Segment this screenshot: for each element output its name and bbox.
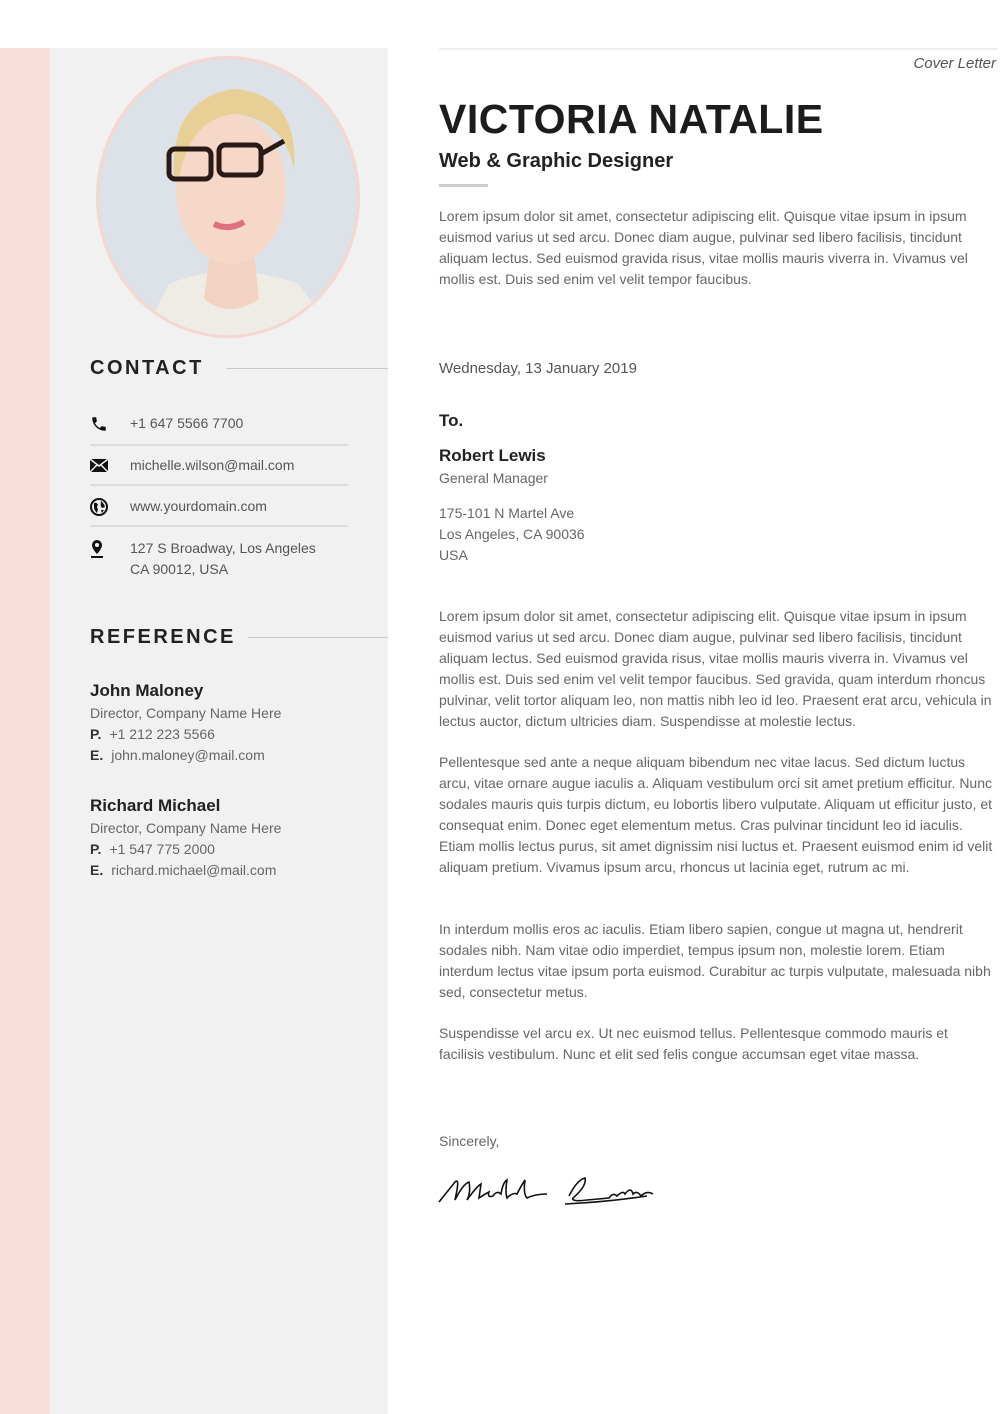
contact-phone <box>90 413 348 434</box>
address-line: 175-101 N Martel Ave <box>439 505 575 521</box>
address-line-2: CA 90012, USA <box>130 561 229 577</box>
location-pin-icon <box>90 538 130 559</box>
recipient-title: General Manager <box>439 470 548 486</box>
divider <box>90 444 348 446</box>
phone-label: P. <box>90 841 102 857</box>
website-text[interactable]: www.yourdomain.com <box>130 498 267 514</box>
reference-phone: +1 212 223 5566 <box>109 726 215 742</box>
reference-email[interactable]: john.maloney@mail.com <box>111 747 265 763</box>
recipient-address <box>439 503 995 566</box>
address-line: USA <box>439 547 468 563</box>
title-underline <box>439 184 488 187</box>
letter-date: Wednesday, 13 January 2019 <box>439 360 637 377</box>
job-title: Web & Graphic Designer <box>439 150 674 172</box>
email-label: E. <box>90 862 104 878</box>
reference-heading-line <box>248 637 388 638</box>
reference-item <box>90 679 281 766</box>
reference-email[interactable]: richard.michael@mail.com <box>111 862 277 878</box>
email-text[interactable]: michelle.wilson@mail.com <box>130 457 295 473</box>
contact-website <box>90 496 348 517</box>
accent-strip <box>0 48 50 1414</box>
divider <box>90 525 348 527</box>
divider <box>90 484 348 486</box>
letter-paragraph: Suspendisse vel arcu ex. Ut nec euismod tellus. Pellentesque commodo mauris et facilisis vestibulum. Nunc et elit sed felis congue accumsan eget vitae massa. <box>439 1025 948 1062</box>
contact-email <box>90 455 348 476</box>
reference-phone: +1 547 775 2000 <box>109 841 215 857</box>
contact-heading: CONTACT <box>90 357 204 379</box>
reference-heading: REFERENCE <box>90 626 236 648</box>
applicant-name: VICTORIA NATALIE <box>439 96 824 142</box>
letter-paragraph: In interdum mollis eros ac iaculis. Etiam libero sapien, congue ut magna ut, hendrerit sodales nibh. Nam vitae odio imperdiet, tempus ipsum non, molestie lorem. Etiam interdum lectus vitae ipsum porta euismod. Curabitur ac turpis vulputate, malesuada nibh sed, consectetur metus. <box>439 921 991 1000</box>
address-line-1: 127 S Broadway, Los Angeles <box>130 540 316 556</box>
contact-heading-line <box>227 368 388 369</box>
doc-type-label: Cover Letter <box>913 55 996 72</box>
intro-paragraph: Lorem ipsum dolor sit amet, consectetur adipiscing elit. Quisque vitae ipsum in ipsum euismod varius ut sed arcu. Donec diam augue, pulvinar sed libero facilisis, tincidunt aliquam lectus. Sed euismod gravida risus, vitae mollis mauris viverra in. Vivamus vel mollis est. Duis sed enim vel velit tempor faucibus. <box>439 208 968 287</box>
contact-address <box>90 538 348 580</box>
reference-role: Director, Company Name Here <box>90 705 282 721</box>
letter-paragraph: Pellentesque sed ante a neque aliquam bibendum nec vitae lacus. Sed dictum luctus arcu, vitae ornare augue iaculis a. Aliquam vestibulum orci sit amet pretium efficitur. Nunc sodales mauris quis turpis dictum, eu lobortis libero vulputate. Aliquam ut efficitur justo, et consequat enim. Donec eget elementum metus. Cras pulvinar tincidunt leo id iaculis. Etiam mollis lectus purus, sit amet dignissim nisi luctus et. Praesent euismod enim id velit aliquam pretium. Vivamus ipsum arcu, rhoncus ut lacinia eget, rutrum ac mi. <box>439 754 993 875</box>
recipient-name: Robert Lewis <box>439 446 546 465</box>
closing: Sincerely, <box>439 1133 500 1149</box>
letter-paragraph: Lorem ipsum dolor sit amet, consectetur adipiscing elit. Quisque vitae ipsum in ipsum euismod varius ut sed arcu. Donec diam augue, pulvinar sed libero facilisis, tincidunt aliquam lectus. Sed euismod gravida risus, vitae mollis mauris viverra in. Vivamus vel mollis est. Duis sed enim vel velit tempor faucibus. Sed gravida, quam interdum rhoncus pulvinar, velit tortor aliquam leo, non mattis nibh leo id leo. Praesent erat arcu, vehicula in lectus auctor, dictum ultricies diam. Suspendisse at molestie lectus. <box>439 608 992 729</box>
envelope-icon <box>90 455 130 476</box>
email-label: E. <box>90 747 104 763</box>
reference-item <box>90 794 281 881</box>
top-rule <box>439 48 997 50</box>
reference-role: Director, Company Name Here <box>90 820 282 836</box>
to-label: To. <box>439 411 464 430</box>
globe-icon <box>90 496 130 517</box>
phone-label: P. <box>90 726 102 742</box>
phone-icon <box>90 413 130 434</box>
profile-photo <box>96 56 360 338</box>
phone-text: +1 647 5566 7700 <box>130 415 244 431</box>
address-line: Los Angeles, CA 90036 <box>439 526 585 542</box>
reference-name: John Maloney <box>90 681 204 700</box>
reference-name: Richard Michael <box>90 796 221 815</box>
signature <box>437 1172 659 1217</box>
